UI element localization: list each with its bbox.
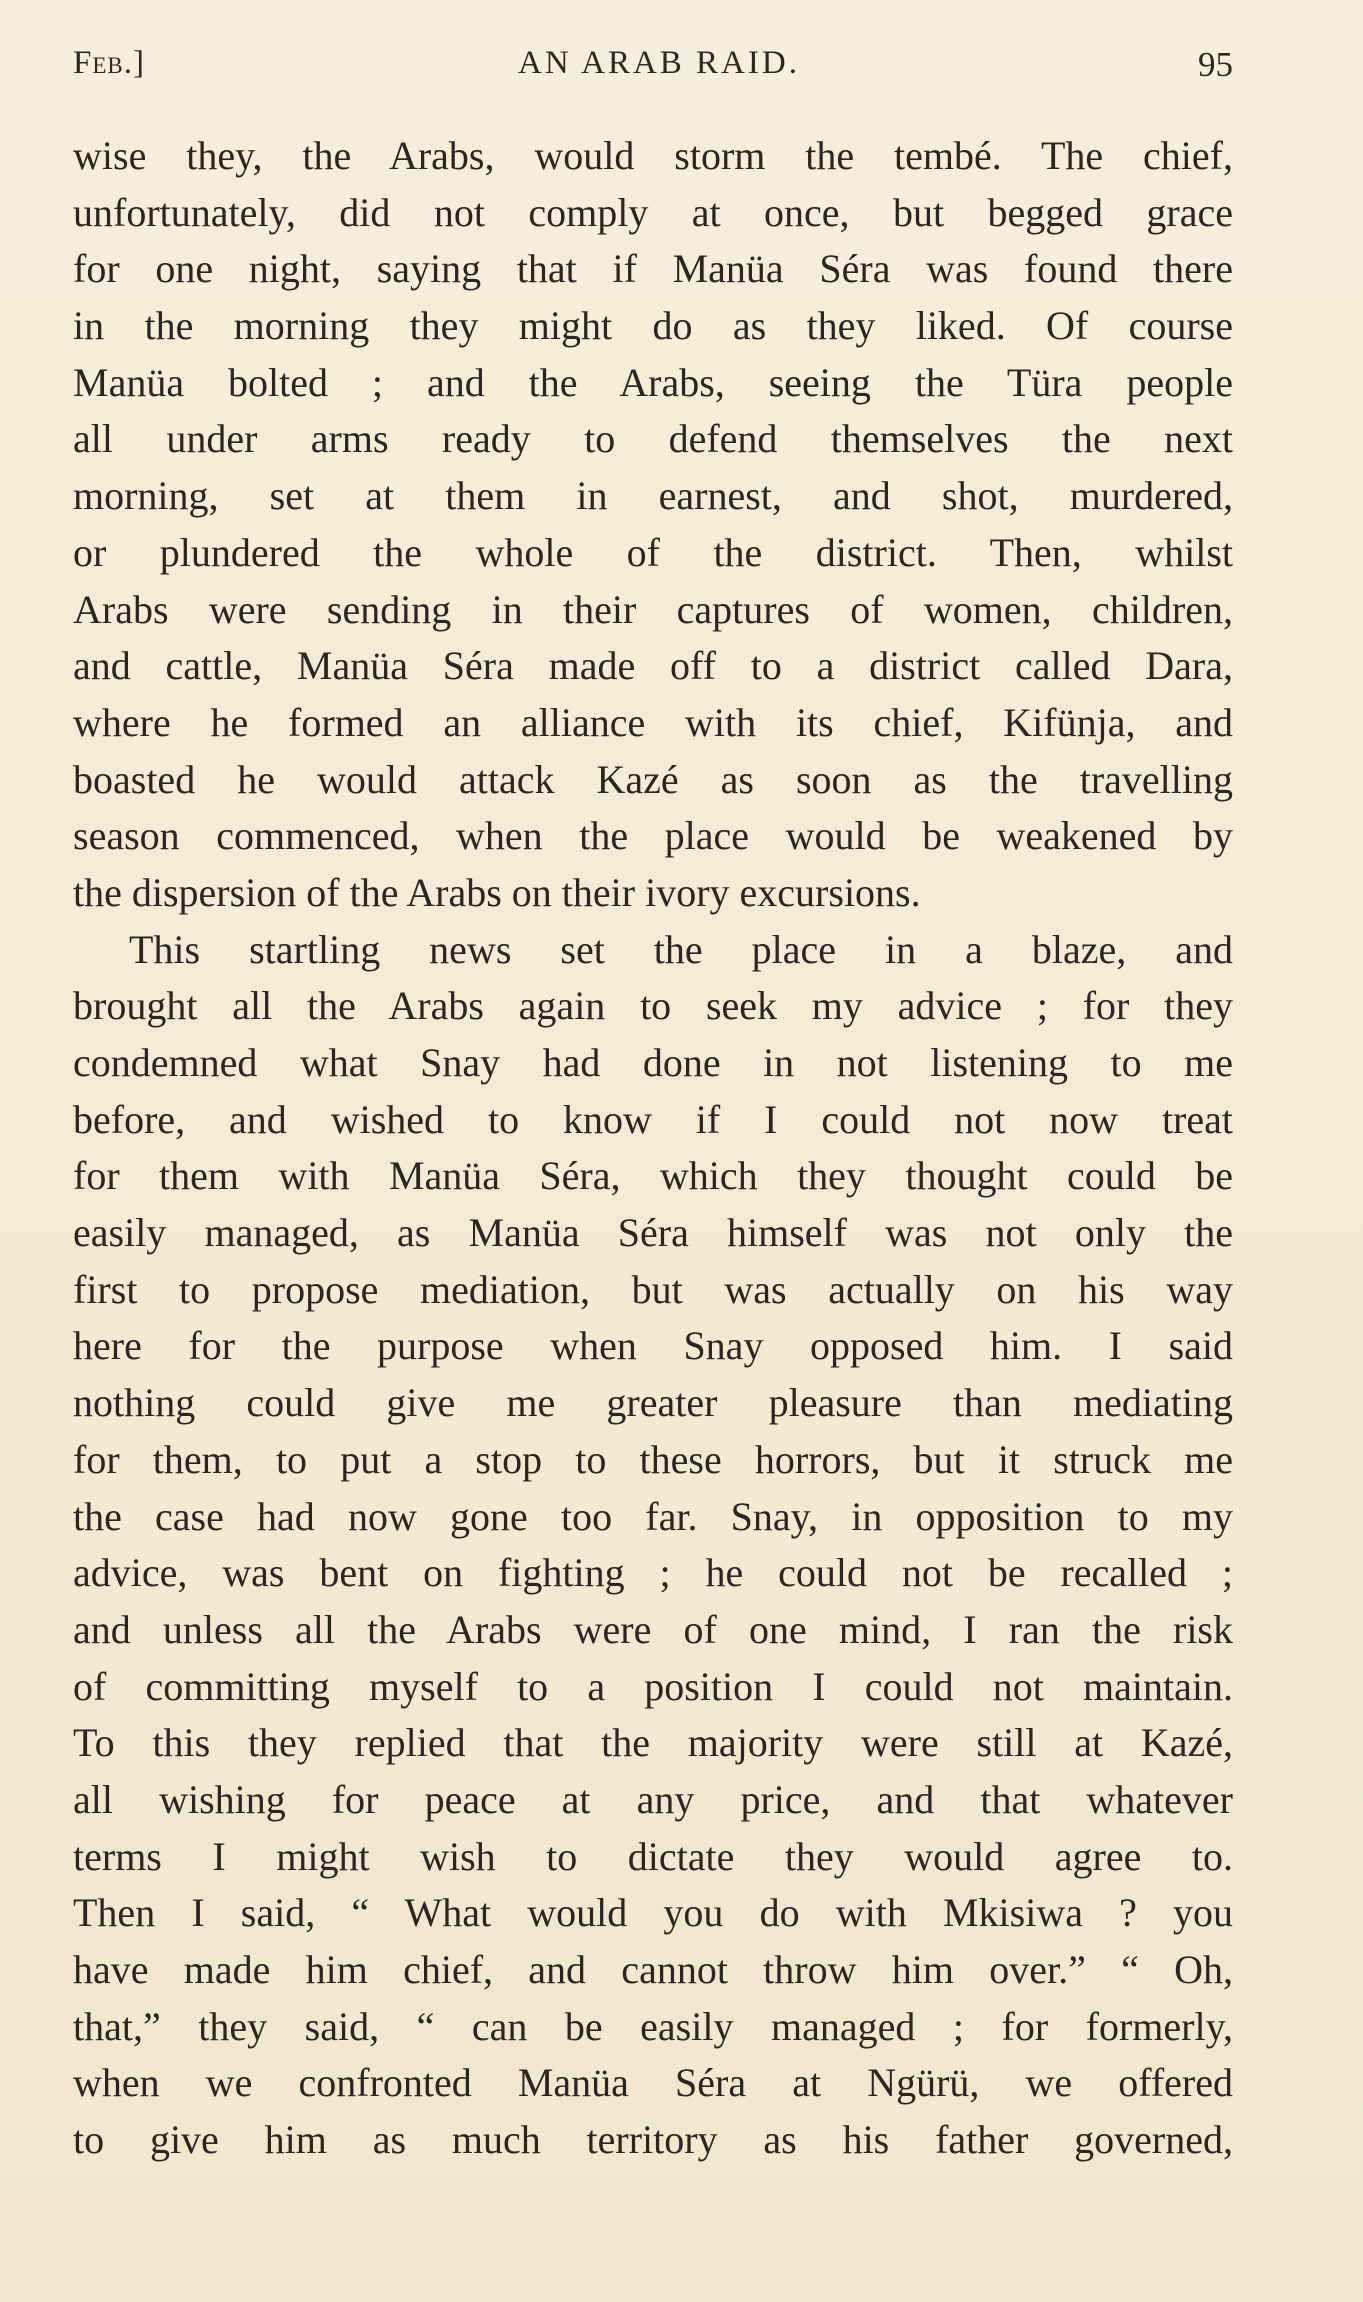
text-line: Manüa bolted ; and the Arabs, seeing the Türa people — [73, 359, 1233, 405]
text-line: or plundered the whole of the district. Then, whilst — [73, 529, 1233, 575]
text-line: for them with Manüa Séra, which they thought could be — [73, 1153, 1233, 1199]
text-line: when we confronted Manüa Séra at Ngürü, we offered — [73, 2060, 1233, 2106]
text-line: in the morning they might do as they liked. Of course — [73, 303, 1233, 349]
text-line: of committing myself to a position I could not maintain. — [73, 1663, 1233, 1709]
text-line: first to propose mediation, but was actually on his way — [73, 1266, 1233, 1312]
text-line: before, and wished to know if I could not now treat — [73, 1096, 1233, 1142]
text-line: all under arms ready to defend themselves the next — [73, 416, 1233, 462]
running-head-title: AN ARAB RAID. — [518, 45, 800, 81]
text-line: boasted he would attack Kazé as soon as the travelling — [73, 756, 1233, 802]
body-text — [73, 128, 1233, 2169]
text-line: Then I said, “ What would you do with Mkisiwa ? you — [73, 1890, 1233, 1936]
text-line: terms I might wish to dictate they would agree to. — [73, 1833, 1233, 1879]
text-line: advice, was bent on fighting ; he could not be recalled ; — [73, 1550, 1233, 1596]
text-line: morning, set at them in earnest, and shot, murdered, — [73, 473, 1233, 519]
text-line: and cattle, Manüa Séra made off to a district called Dara, — [73, 643, 1233, 689]
text-line: that,” they said, “ can be easily managed ; for formerly, — [73, 2003, 1233, 2049]
text-line: all wishing for peace at any price, and that whatever — [73, 1776, 1233, 1822]
text-line: for one night, saying that if Manüa Séra was found there — [73, 246, 1233, 292]
text-line: condemned what Snay had done in not listening to me — [73, 1040, 1233, 1085]
text-line: and unless all the Arabs were of one mind, I ran the risk — [73, 1606, 1233, 1652]
text-line: Arabs were sending in their captures of women, children, — [73, 586, 1233, 632]
running-head — [73, 45, 1233, 85]
text-line: the dispersion of the Arabs on their ivory excursions. — [73, 869, 921, 915]
running-head-month: Feb.] — [73, 45, 145, 81]
text-line: here for the purpose when Snay opposed him. I said — [73, 1323, 1233, 1369]
text-line: the case had now gone too far. Snay, in opposition to my — [73, 1493, 1233, 1539]
page-number: 95 — [1198, 45, 1233, 84]
text-line: unfortunately, did not comply at once, but begged grace — [73, 189, 1233, 235]
text-line: To this they replied that the majority were still at Kazé, — [73, 1720, 1233, 1766]
text-line: easily managed, as Manüa Séra himself was not only the — [73, 1210, 1233, 1256]
text-line: season commenced, when the place would be weakened by — [73, 813, 1233, 859]
text-line: to give him as much territory as his father governed, — [73, 2117, 1233, 2163]
text-line: brought all the Arabs again to seek my advice ; for they — [73, 983, 1233, 1029]
text-line: wise they, the Arabs, would storm the tembé. The chief, — [73, 133, 1233, 178]
text-line: for them, to put a stop to these horrors, but it struck me — [73, 1436, 1233, 1482]
text-line: have made him chief, and cannot throw him over.” “ Oh, — [73, 1947, 1233, 1992]
text-line-paragraph-start: This startling news set the place in a blaze, and — [129, 926, 1233, 972]
text-line: where he formed an alliance with its chief, Kifünja, and — [73, 699, 1233, 745]
text-line: nothing could give me greater pleasure than mediating — [73, 1380, 1233, 1426]
